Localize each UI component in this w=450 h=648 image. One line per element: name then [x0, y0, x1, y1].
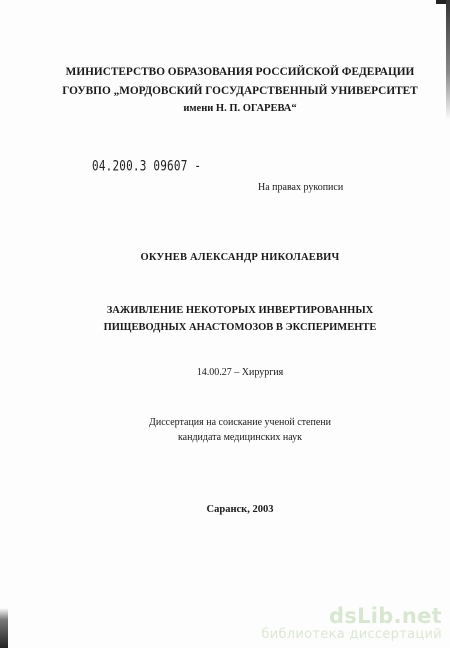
city-year: Саранск, 2003	[206, 504, 274, 515]
specialty-code: 14.00.27 – Хирургия	[196, 367, 284, 378]
ministry-heading: МИНИСТЕРСТВО ОБРАЗОВАНИЯ РОССИЙСКОЙ ФЕДЕРАЦИИ	[65, 66, 415, 78]
registration-stamp: 04.200.3 09607 -	[92, 158, 202, 175]
scan-edge-artifact	[0, 608, 8, 648]
manuscript-note: На правах рукописи	[258, 182, 344, 193]
scan-edge-artifact	[446, 0, 450, 120]
watermark-subtitle: библиотека диссертаций	[261, 627, 442, 642]
watermark-logo: dsLib.net	[328, 604, 442, 628]
university-heading: ГОУВПО „МОРДОВСКИЙ ГОСУДАРСТВЕННЫЙ УНИВЕРСИТЕТ	[62, 85, 418, 97]
thesis-title-line-2: ПИЩЕВОДНЫХ АНАСТОМОЗОВ В ЭКСПЕРИМЕНТЕ	[103, 322, 377, 333]
watermark	[261, 605, 442, 642]
degree-line-2: кандидата медицинских наук	[177, 432, 303, 443]
named-after-heading: имени Н. П. ОГАРЕВА“	[183, 103, 297, 114]
thesis-title-line-1: ЗАЖИВЛЕНИЕ НЕКОТОРЫХ ИНВЕРТИРОВАННЫХ	[106, 305, 374, 316]
degree-line-1: Диссертация на соискание ученой степени	[149, 417, 331, 428]
author-name: ОКУНЕВ АЛЕКСАНДР НИКОЛАЕВИЧ	[140, 252, 340, 263]
